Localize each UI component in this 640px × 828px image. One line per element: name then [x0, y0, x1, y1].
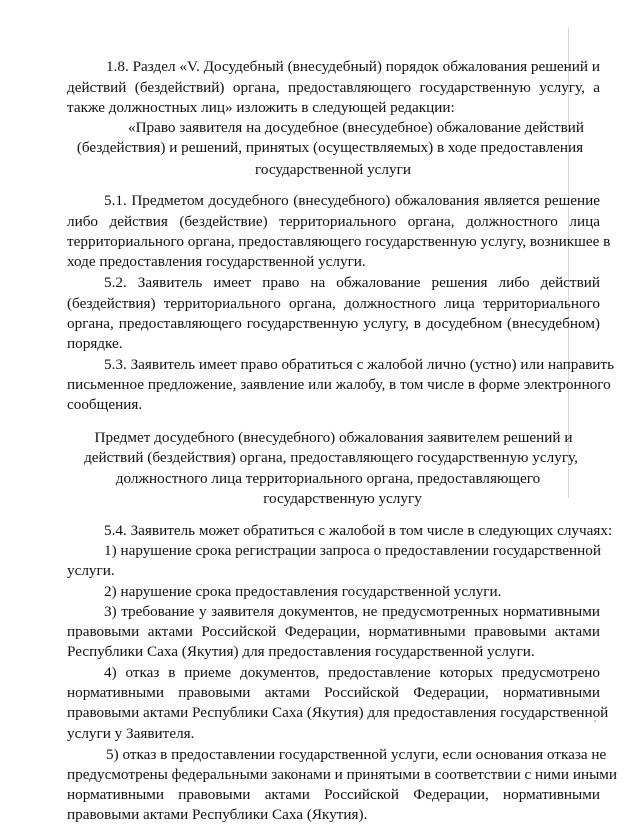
- list-item-line: Республики Саха (Якутия) для предоставления государственной услуги.: [67, 643, 535, 661]
- list-item-line: 5) отказ в предоставлении государственной услуги, если основания отказа не: [106, 745, 607, 763]
- paragraph-line: органа, предоставляющего государственную услугу, в досудебном (внесудебном): [67, 314, 600, 332]
- paragraph-line: ходе предоставления государственной услуги.: [67, 253, 366, 271]
- paragraph-line: 5.2. Заявитель имеет право на обжалование решения либо действий: [104, 274, 600, 292]
- list-item-line: правовыми актами Республики Саха (Якутия) для предоставления государственной: [67, 704, 609, 722]
- heading-line: государственной услуги: [255, 160, 411, 178]
- section-1-8-line: 1.8. Раздел «V. Досудебный (внесудебный) порядок обжалования решений и: [106, 58, 600, 75]
- paragraph-line: территориального органа, предоставляющего государственную услугу, возникшее в: [67, 233, 611, 251]
- paragraph-line: 5.4. Заявитель может обратиться с жалобой в том числе в следующих случаях:: [104, 521, 613, 539]
- paragraph-line: 5.1. Предметом досудебного (внесудебного) обжалования является решение: [104, 192, 600, 210]
- heading-line: «Право заявителя на досудебное (внесудебное) обжалование действий: [127, 119, 585, 137]
- section-1-8-line: также должностных лиц» изложить в следующей редакции:: [67, 99, 455, 117]
- paragraph-line: 5.3. Заявитель имеет право обратиться с жалобой лично (устно) или направить: [104, 355, 614, 373]
- list-item-line: нормативными правовыми актами Российской Федерации, нормативными: [67, 684, 600, 702]
- heading-line: (бездействия) и решений, принятых (осуществляемых) в ходе предоставления: [76, 139, 584, 157]
- list-item-line: услуги у Заявителя.: [67, 724, 195, 742]
- section-1-8-line: действий (бездействий) органа, предоставляющего государственную услугу, а: [67, 79, 600, 97]
- heading-line: государственную услугу: [263, 489, 422, 507]
- heading-line: действий (бездействия) органа, предоставляющего государственную услугу,: [84, 448, 578, 466]
- list-item-line: правовыми актами Российской Федерации, нормативными правовыми актами: [67, 623, 600, 640]
- list-item-line: правовыми актами Республики Саха (Якутия).: [67, 805, 368, 823]
- list-item-line: услуги.: [67, 561, 115, 579]
- list-item-line: нормативными правовыми актами Российской Федерации, нормативными: [67, 785, 600, 803]
- list-item-line: 1) нарушение срока регистрации запроса о предоставлении государственной: [104, 541, 601, 559]
- paragraph-line: либо действия (бездействие) территориального органа, должностного лица: [67, 213, 600, 231]
- list-item-line: 4) отказ в приеме документов, предоставление которых предусмотрено: [104, 664, 600, 682]
- list-item-line: 2) нарушение срока предоставления государственной услуги.: [104, 582, 502, 600]
- paragraph-line: (бездействия) территориального органа, должностного лица территориального: [67, 294, 600, 312]
- paragraph-line: письменное предложение, заявление или жалобу, в том числе в форме электронного: [67, 375, 611, 393]
- heading-line: должностного лица территориального органа, предоставляющего: [115, 469, 541, 487]
- paragraph-line: сообщения.: [67, 396, 143, 413]
- list-item-line: 3) требование у заявителя документов, не предусмотренных нормативными: [104, 602, 600, 620]
- paragraph-line: порядке.: [67, 334, 123, 352]
- heading-line: Предмет досудебного (внесудебного) обжалования заявителем решений и: [94, 428, 573, 446]
- list-item-line: предусмотрены федеральными законами и принятыми в соответствии с ними иными: [67, 765, 618, 783]
